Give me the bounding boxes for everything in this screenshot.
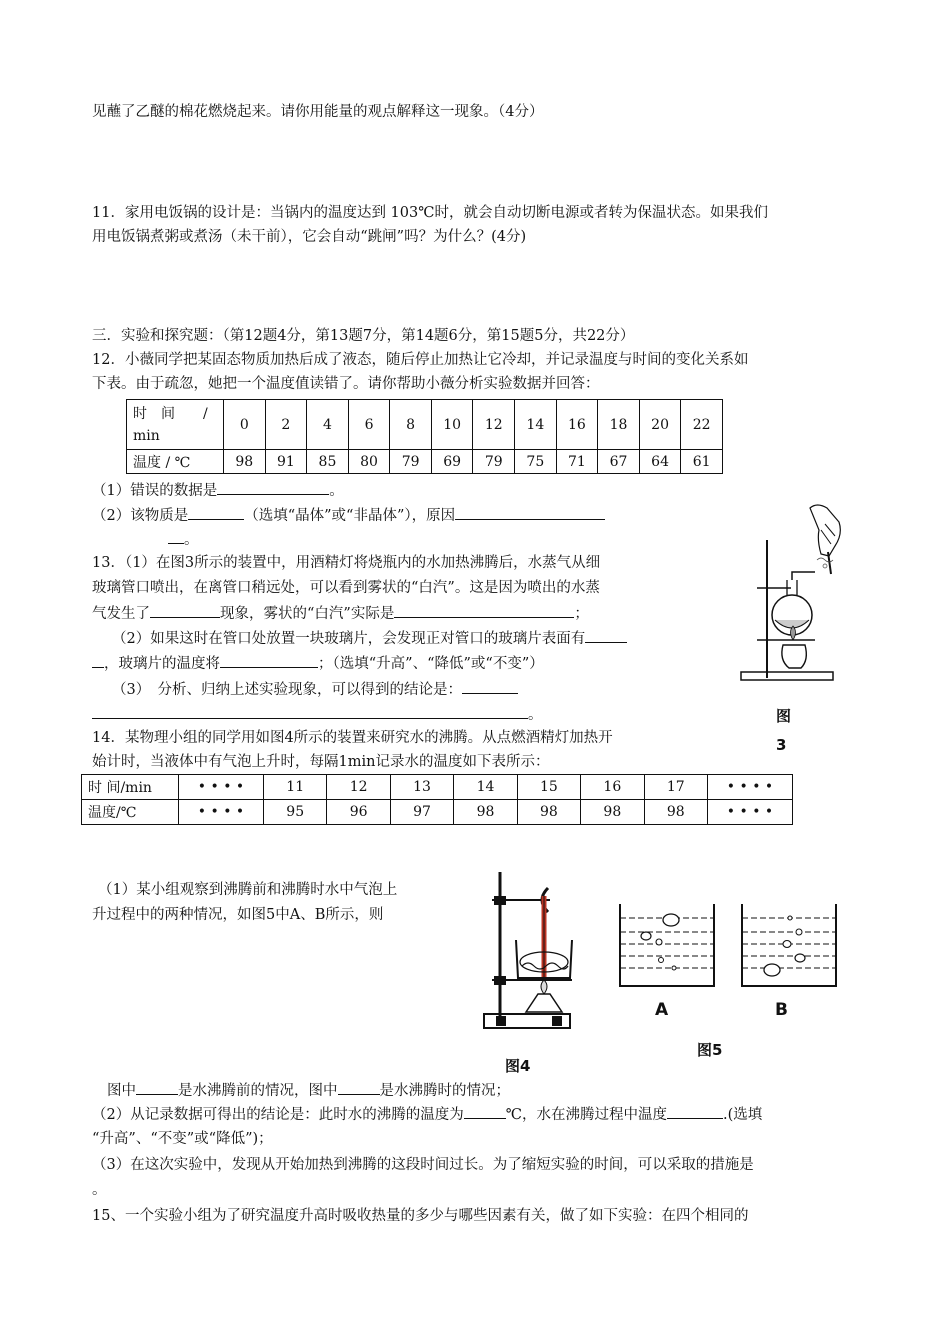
q12-sub2-blank1[interactable] [188, 505, 244, 520]
q13-line4-text: （2）如果这时在管口处放置一块玻璃片，会发现正对管口的玻璃片表面有 [112, 631, 586, 647]
q13-line3-c: ； [574, 606, 589, 622]
q14-sub1-c2: 是水沸腾前的情况，图中 [178, 1083, 338, 1099]
q12-temp-cell: 85 [307, 450, 349, 474]
q12-temp-cell: 75 [515, 450, 557, 474]
q14-sub2-a1: （2）从记录数据可得出的结论是：此时水的沸腾的温度为 [92, 1107, 464, 1123]
q14-blank-during[interactable] [338, 1080, 380, 1095]
figure3-caption-a: 图 [776, 707, 792, 725]
q12-time-header [127, 400, 224, 450]
q12-temp-header: 温度 / ℃ [127, 450, 224, 474]
q14-sub1-c3: 是水沸腾时的情况； [379, 1083, 510, 1099]
figure5-label-b: B [775, 1000, 788, 1020]
q14-sub2-line-a [92, 1104, 762, 1125]
q13-line4 [112, 628, 627, 649]
q14-dots-cell: • • • • [708, 775, 793, 800]
q12-sub2 [92, 505, 605, 526]
q12-sub2-text: （2）该物质是 [92, 508, 189, 524]
q12-time-header-b: min [133, 427, 160, 444]
q12-time-cell: 0 [224, 400, 266, 450]
q14-blank-before[interactable] [136, 1080, 178, 1095]
q12-line1: 12．小薇同学把某固态物质加热后成了液态，随后停止加热让它冷却，并记录温度与时间的变化关系如 [92, 352, 749, 368]
q12-sub2-blank2[interactable] [455, 505, 605, 520]
q14-dots-cell: • • • • [179, 775, 264, 800]
q12-temp-cell: 98 [224, 450, 266, 474]
q12-sub2-end: 。 [184, 532, 199, 548]
q12-time-header-a: 时 间 / [133, 405, 208, 422]
q13-blank-phenomenon[interactable] [150, 603, 220, 618]
q13-line2: 玻璃管口喷出，在离管口稍远处，可以看到雾状的“白汽”。这是因为喷出的水蒸 [92, 580, 600, 596]
q14-data-table [81, 774, 793, 825]
q11-line1: 11．家用电饭锅的设计是：当锅内的温度达到 103℃时，就会自动切断电源或者转为保温状态。如果我们 [92, 205, 768, 221]
figure3-flask-apparatus [735, 500, 845, 685]
q12-sub2-mid: （选填“晶体”或“非晶体”），原因 [244, 508, 456, 524]
q14-time-cell: 15 [517, 775, 580, 800]
q14-sub2-a2: ℃，水在沸腾过程中温度 [505, 1107, 667, 1123]
q12-time-cell: 10 [431, 400, 473, 450]
q12-sub2-blank3[interactable] [168, 529, 184, 544]
q14-temp-row [82, 800, 793, 825]
q11-line2: 用电饭锅煮粥或煮汤（未干前），它会自动“跳闸”吗？为什么？(4分) [92, 229, 527, 245]
q14-time-cell: 17 [644, 775, 707, 800]
q12-time-cell: 12 [473, 400, 515, 450]
q12-temp-cell: 79 [473, 450, 515, 474]
q14-time-cell: 13 [390, 775, 453, 800]
q14-temp-cell: 98 [454, 800, 517, 825]
q13-line3-b: 现象，雾状的“白汽”实际是 [220, 606, 395, 622]
q14-temp-cell: 98 [517, 800, 580, 825]
q13-blank-glass-b[interactable] [92, 653, 104, 668]
q12-sub1-text: （1）错误的数据是 [92, 483, 218, 499]
q12-time-cell: 16 [556, 400, 598, 450]
q13-line6 [112, 679, 518, 700]
q14-line2: 始计时，当液体中有气泡上升时，每隔1min记录水的温度如下表所示： [92, 754, 550, 770]
q12-sub1-blank[interactable] [217, 480, 329, 495]
figure4-boiling-apparatus [478, 866, 588, 1044]
q14-temp-cell: 97 [390, 800, 453, 825]
q14-time-cell: 12 [327, 775, 390, 800]
q12-temp-cell: 67 [598, 450, 640, 474]
q12-time-cell: 6 [348, 400, 390, 450]
q13-line3 [92, 603, 589, 624]
q12-temp-cell: 79 [390, 450, 432, 474]
q13-blank-conclusion-b[interactable] [92, 704, 528, 719]
q13-line1: 13．（1）在图3所示的装置中，用酒精灯将烧瓶内的水加热沸腾后，水蒸气从细 [92, 555, 601, 571]
q12-time-cell: 8 [390, 400, 432, 450]
q12-temp-cell: 61 [681, 450, 723, 474]
q14-time-cell: 16 [581, 775, 644, 800]
q13-line5 [92, 653, 544, 674]
q15-line1: 15、一个实验小组为了研究温度升高时吸收热量的多少与哪些因素有关，做了如下实验：在四个相同的 [92, 1208, 749, 1224]
q14-sub3-line-b: 。 [92, 1182, 107, 1198]
q13-line7-end: 。 [528, 707, 543, 723]
q14-sub1-line-b: 升过程中的两种情况，如图5中A、B所示，则 [92, 907, 384, 923]
q12-temp-row [127, 450, 723, 474]
q12-time-cell: 2 [265, 400, 307, 450]
q14-dots-cell: • • • • [708, 800, 793, 825]
q14-time-cell: 11 [264, 775, 327, 800]
q14-blank-tempchange[interactable] [667, 1104, 723, 1119]
q12-time-cell: 22 [681, 400, 723, 450]
q14-sub1-line-a: （1）某小组观察到沸腾前和沸腾时水中气泡上 [98, 882, 398, 898]
q12-sub2-cont [168, 529, 199, 550]
q13-line6-text: （3） 分析、归纳上述实验现象，可以得到的结论是： [112, 682, 462, 698]
q14-temp-cell: 98 [644, 800, 707, 825]
q14-temp-cell: 96 [327, 800, 390, 825]
q12-temp-cell: 80 [348, 450, 390, 474]
q14-temp-cell: 98 [581, 800, 644, 825]
q13-blank-temp[interactable] [220, 653, 318, 668]
q12-time-cell: 4 [307, 400, 349, 450]
q14-sub1-line-c [107, 1080, 510, 1101]
q13-blank-conclusion-a[interactable] [462, 679, 518, 694]
q13-line5-b: ；（选填“升高”、“降低”或“不变”） [318, 656, 544, 672]
q12-time-cell: 20 [639, 400, 681, 450]
q14-time-cell: 14 [454, 775, 517, 800]
q14-time-row [82, 775, 793, 800]
q13-blank-whitegas[interactable] [394, 603, 574, 618]
q14-sub3-line-a: （3）在这次实验中，发现从开始加热到沸腾的这段时间过长。为了缩短实验的时间，可以采取的措施是 [92, 1157, 754, 1173]
q14-sub1-c1: 图中 [107, 1083, 136, 1099]
figure5-caption: 图5 [697, 1041, 723, 1059]
q10-tail-text: 见蘸了乙醚的棉花燃烧起来。请你用能量的观点解释这一现象。（4分） [92, 104, 544, 120]
q12-temp-cell: 64 [639, 450, 681, 474]
q12-time-row [127, 400, 723, 450]
q12-time-cell: 18 [598, 400, 640, 450]
q14-temp-header: 温度/℃ [82, 800, 179, 825]
q13-line3-a: 气发生了 [92, 606, 150, 622]
q13-line7 [92, 704, 543, 725]
q14-line1: 14．某物理小组的同学用如图4所示的装置来研究水的沸腾。从点燃酒精灯加热开 [92, 730, 613, 746]
q12-temp-cell: 71 [556, 450, 598, 474]
q12-line2: 下表。由于疏忽，她把一个温度值读错了。请你帮助小薇分析实验数据并回答： [92, 376, 600, 392]
q12-temp-cell: 91 [265, 450, 307, 474]
q13-line5-a: ，玻璃片的温度将 [104, 656, 220, 672]
q12-sub1-end: 。 [329, 483, 344, 499]
figure5-bubbles [612, 898, 842, 1026]
figure4-caption: 图4 [505, 1057, 531, 1075]
q14-dots-cell: • • • • [179, 800, 264, 825]
q12-temp-cell: 69 [431, 450, 473, 474]
figure3-caption-b: 3 [776, 736, 787, 754]
section3-heading: 三．实验和探究题：（第12题4分，第13题7分，第14题6分，第15题5分，共22分） [92, 328, 635, 344]
q12-sub1 [92, 480, 344, 501]
q14-temp-cell: 95 [264, 800, 327, 825]
q12-data-table [126, 399, 723, 474]
figure5-label-a: A [655, 1000, 669, 1020]
q14-sub2-a3: .(选填 [722, 1107, 763, 1123]
q12-time-cell: 14 [515, 400, 557, 450]
q14-time-header: 时 间/min [82, 775, 179, 800]
q14-sub2-line-b: “升高”、“不变”或“降低”)； [92, 1131, 273, 1147]
q13-blank-glass-a[interactable] [585, 628, 627, 643]
q14-blank-boilpoint[interactable] [464, 1104, 506, 1119]
